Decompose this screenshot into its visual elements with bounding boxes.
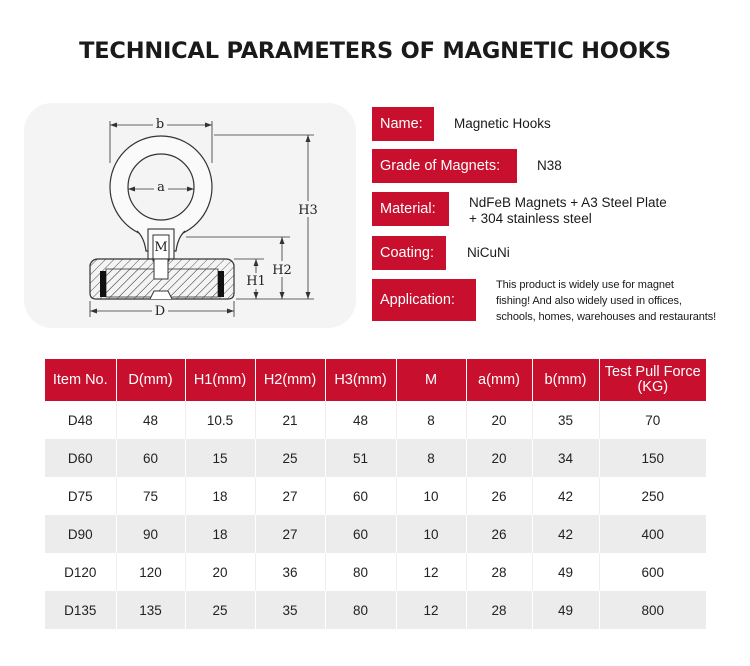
table-cell: 60 bbox=[116, 439, 185, 477]
table-cell: 49 bbox=[532, 591, 599, 629]
table-cell: 25 bbox=[185, 591, 255, 629]
table-row bbox=[45, 515, 706, 553]
param-label-material: Material: bbox=[372, 192, 449, 226]
col-header: H2(mm) bbox=[255, 359, 325, 401]
table-cell: 400 bbox=[599, 515, 706, 553]
table-cell: 90 bbox=[116, 515, 185, 553]
table-cell: 120 bbox=[116, 553, 185, 591]
table-row bbox=[45, 477, 706, 515]
table-cell: 51 bbox=[325, 439, 396, 477]
table-cell: 12 bbox=[396, 591, 466, 629]
table-cell: 150 bbox=[599, 439, 706, 477]
col-header: D(mm) bbox=[116, 359, 185, 401]
hook-diagram bbox=[24, 103, 356, 328]
table-cell: 10.5 bbox=[185, 401, 255, 439]
table-cell: 42 bbox=[532, 477, 599, 515]
table-cell: 28 bbox=[466, 553, 532, 591]
table-cell: 18 bbox=[185, 515, 255, 553]
table-cell: 18 bbox=[185, 477, 255, 515]
table-cell: 800 bbox=[599, 591, 706, 629]
table-cell: 15 bbox=[185, 439, 255, 477]
table-cell: 70 bbox=[599, 401, 706, 439]
col-header: H1(mm) bbox=[185, 359, 255, 401]
dim-a: a bbox=[157, 180, 165, 195]
table-row bbox=[45, 401, 706, 439]
magnet-right bbox=[218, 271, 224, 297]
dim-h2: H2 bbox=[272, 263, 292, 278]
col-header: Test Pull Force (KG) bbox=[599, 359, 706, 401]
dim-m: M bbox=[154, 240, 168, 255]
table-cell: 48 bbox=[116, 401, 185, 439]
col-header: M bbox=[396, 359, 466, 401]
table-cell: 35 bbox=[255, 591, 325, 629]
magnet-left bbox=[100, 271, 106, 297]
table-cell: 80 bbox=[325, 553, 396, 591]
table-cell: 75 bbox=[116, 477, 185, 515]
table-cell: 36 bbox=[255, 553, 325, 591]
col-header: b(mm) bbox=[532, 359, 599, 401]
table-cell: 25 bbox=[255, 439, 325, 477]
table-cell: 49 bbox=[532, 553, 599, 591]
table-cell: 60 bbox=[325, 515, 396, 553]
spec-table bbox=[45, 359, 706, 629]
dim-h1: H1 bbox=[246, 274, 266, 289]
table-cell: 27 bbox=[255, 515, 325, 553]
param-value-coating: NiCuNi bbox=[467, 245, 510, 260]
table-header-row bbox=[45, 359, 706, 401]
table-cell: 10 bbox=[396, 477, 466, 515]
table-cell: 250 bbox=[599, 477, 706, 515]
param-label-application: Application: bbox=[372, 279, 476, 321]
table-row bbox=[45, 439, 706, 477]
table-cell: D60 bbox=[45, 439, 116, 477]
table-cell: 21 bbox=[255, 401, 325, 439]
table-cell: 26 bbox=[466, 477, 532, 515]
param-value-name: Magnetic Hooks bbox=[454, 116, 551, 131]
table-cell: 48 bbox=[325, 401, 396, 439]
table-cell: D120 bbox=[45, 553, 116, 591]
table-cell: 20 bbox=[466, 401, 532, 439]
table-cell: 27 bbox=[255, 477, 325, 515]
table-cell: 28 bbox=[466, 591, 532, 629]
table-cell: 600 bbox=[599, 553, 706, 591]
page-title: TECHNICAL PARAMETERS OF MAGNETIC HOOKS bbox=[79, 38, 671, 64]
param-label-coating: Coating: bbox=[372, 236, 446, 270]
table-cell: 60 bbox=[325, 477, 396, 515]
table-cell: 80 bbox=[325, 591, 396, 629]
col-header: a(mm) bbox=[466, 359, 532, 401]
table-cell: D90 bbox=[45, 515, 116, 553]
dim-b: b bbox=[155, 117, 165, 132]
table-row bbox=[45, 591, 706, 629]
param-value-application: This product is widely use for magnet fishing! And also widely used in offices, schools, homes, warehouses and restaurants! bbox=[496, 279, 717, 323]
table-cell: 20 bbox=[466, 439, 532, 477]
param-value-material: NdFeB Magnets + A3 Steel Plate + 304 stainless steel bbox=[469, 195, 667, 226]
table-cell: D75 bbox=[45, 477, 116, 515]
param-label-grade: Grade of Magnets: bbox=[372, 149, 517, 183]
param-value-grade: N38 bbox=[537, 158, 562, 173]
hook-drawing bbox=[24, 103, 356, 328]
table-cell: 20 bbox=[185, 553, 255, 591]
table-cell: 42 bbox=[532, 515, 599, 553]
table-cell: 34 bbox=[532, 439, 599, 477]
dim-d: D bbox=[154, 304, 166, 319]
param-label-name: Name: bbox=[372, 107, 434, 141]
table-row bbox=[45, 553, 706, 591]
table-cell: D135 bbox=[45, 591, 116, 629]
table-cell: 26 bbox=[466, 515, 532, 553]
table-cell: 8 bbox=[396, 439, 466, 477]
col-header: Item No. bbox=[45, 359, 116, 401]
table-cell: 8 bbox=[396, 401, 466, 439]
dim-h3: H3 bbox=[298, 203, 318, 218]
col-header: H3(mm) bbox=[325, 359, 396, 401]
table-cell: 35 bbox=[532, 401, 599, 439]
table-cell: 135 bbox=[116, 591, 185, 629]
table-cell: 12 bbox=[396, 553, 466, 591]
table-cell: 10 bbox=[396, 515, 466, 553]
table-cell: D48 bbox=[45, 401, 116, 439]
